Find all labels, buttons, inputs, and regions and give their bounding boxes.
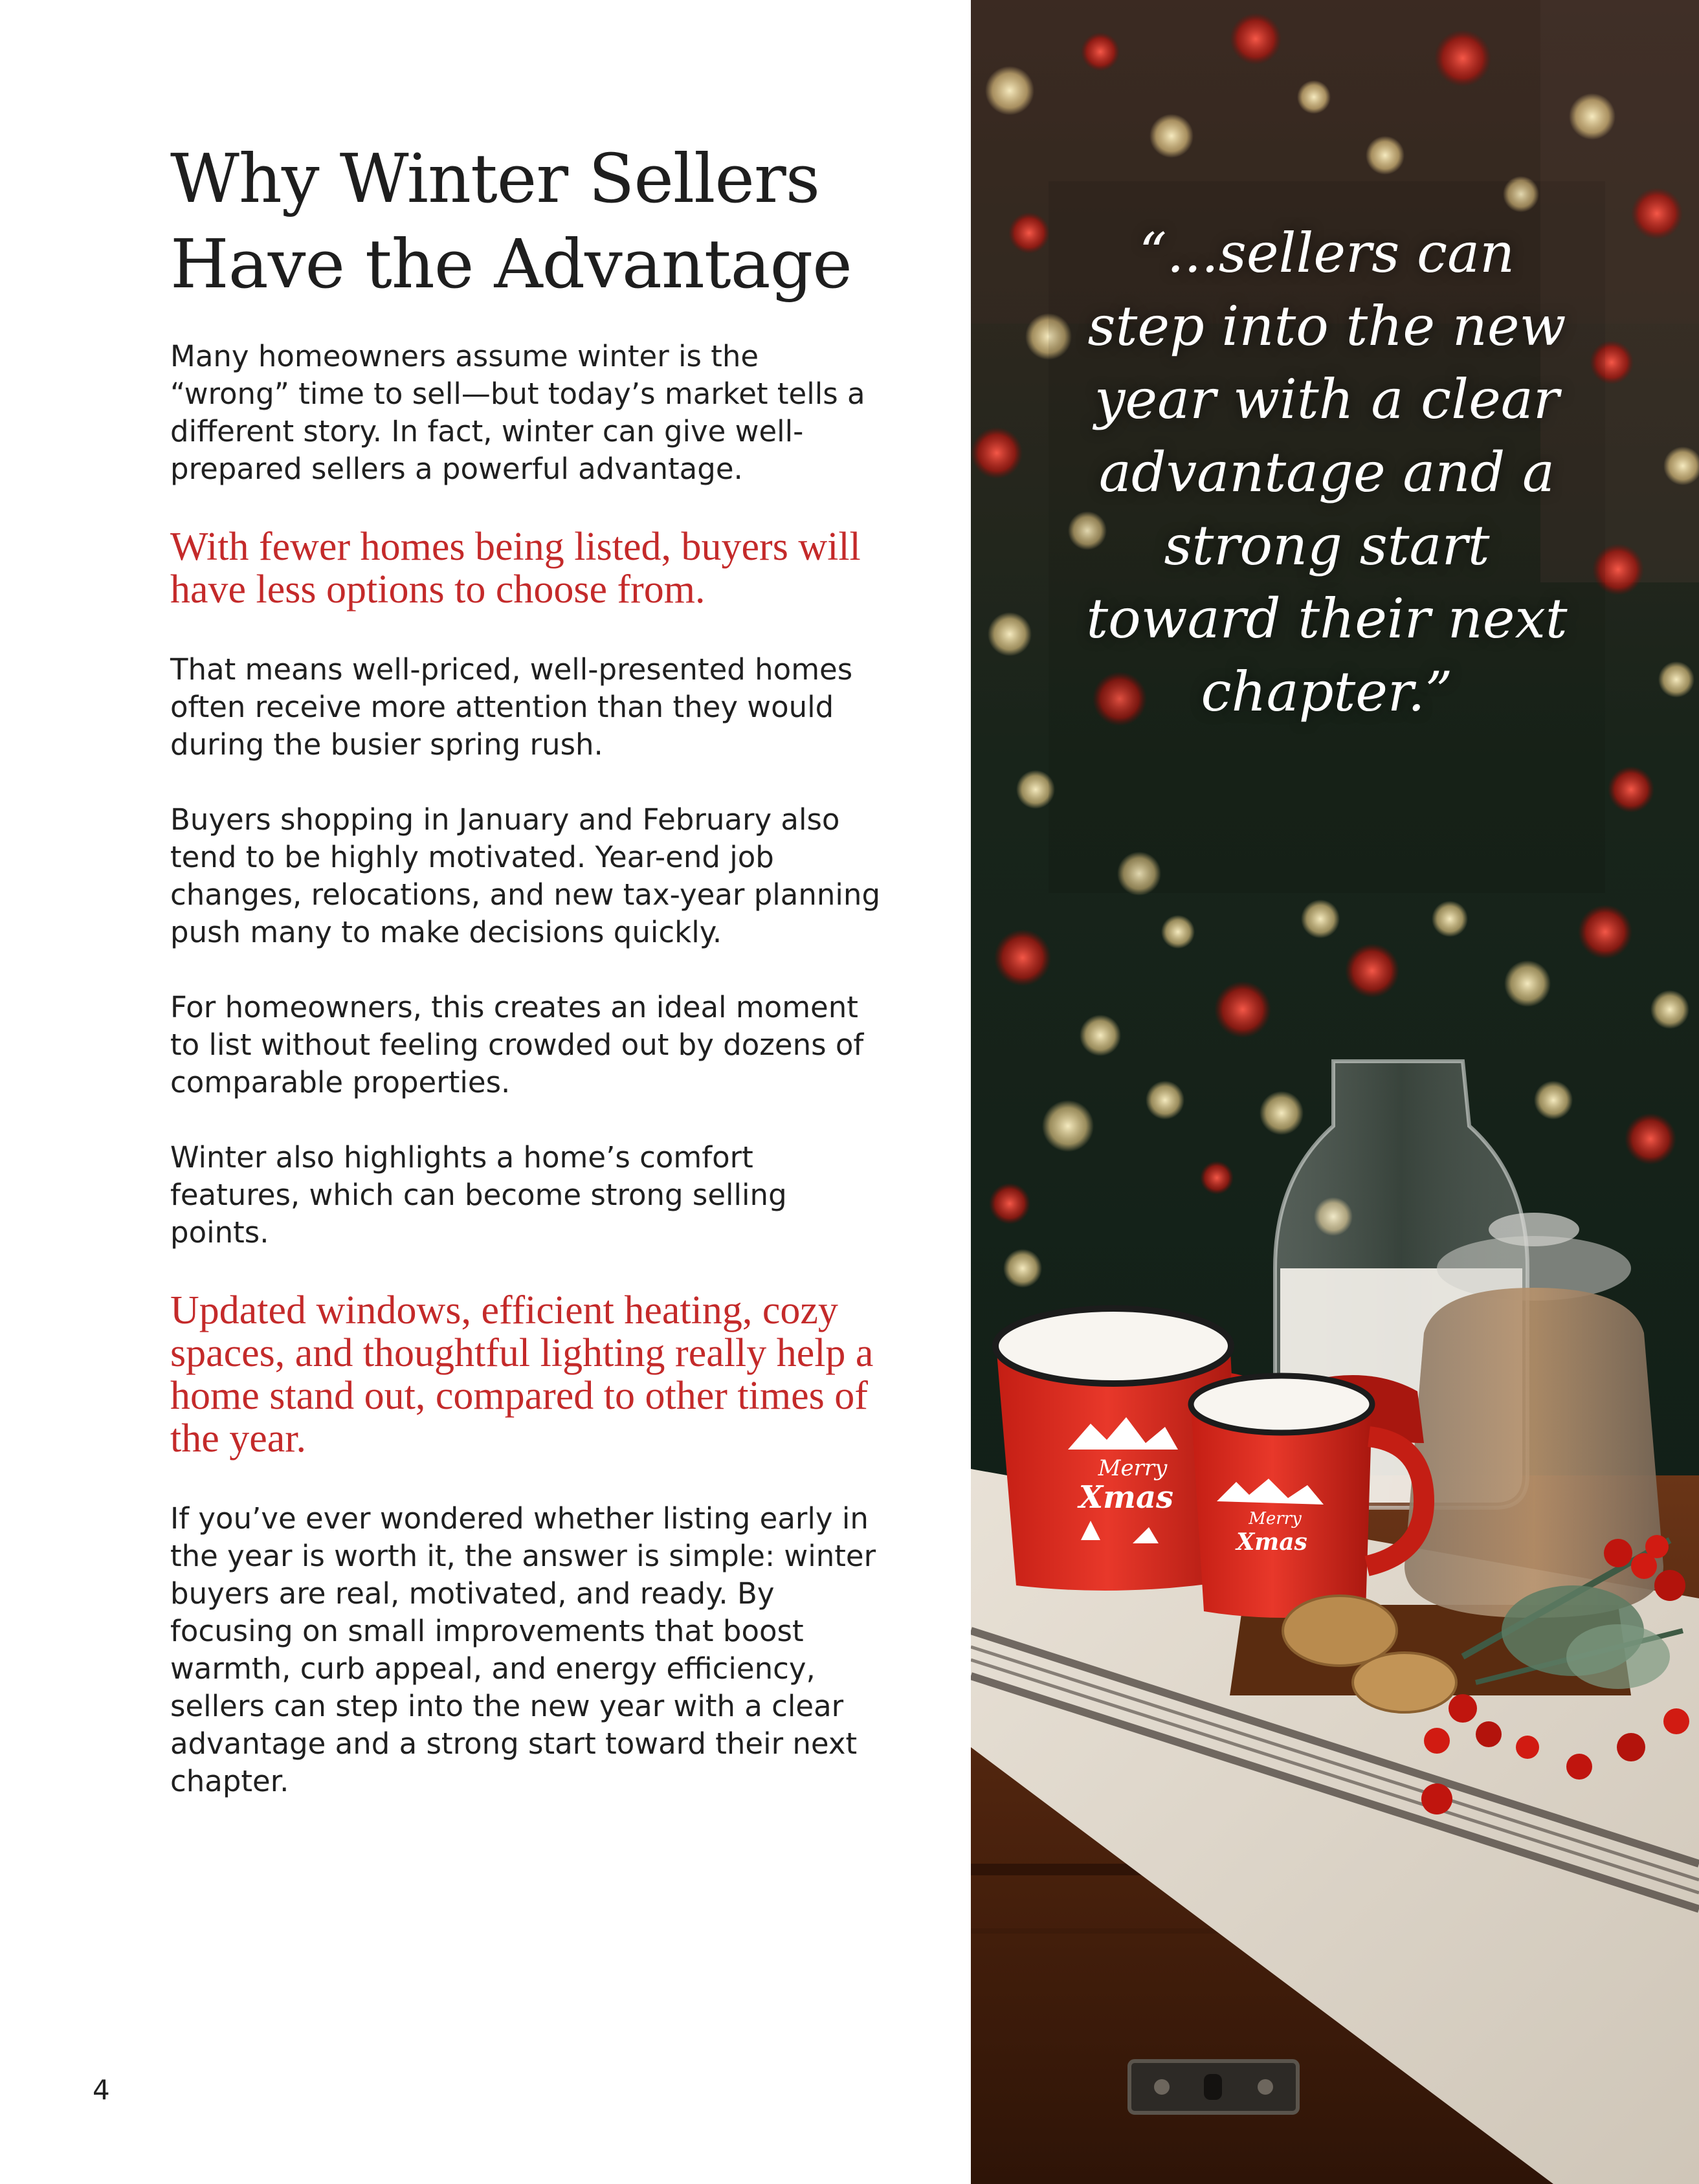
page-title: Why Winter Sellers Have the Advantage [170, 139, 852, 303]
side-pull-quote: “...sellers can step into the new year with a clear advantage and a strong start toward their next chapter.” [1086, 221, 1568, 723]
paragraph-ideal-moment: For homeowners, this creates an ideal moment to list without feeling crowded out by dozens of comparable properties. [170, 990, 864, 1099]
page-number: 4 [93, 2074, 110, 2106]
large-mug-text-1: Merry [1098, 1455, 1168, 1481]
holiday-photo [971, 0, 1699, 2184]
highlight-fewer-homes: With fewer homes being listed, buyers will have less options to choose from. [170, 525, 861, 612]
article-column [170, 136, 882, 1838]
drawer-handle [1129, 2061, 1298, 2113]
large-mug-text-2: Xmas [1078, 1479, 1174, 1516]
intro-paragraph: Many homeowners assume winter is the “wrong” time to sell—but today’s market tells a different story. In fact, winter can give well-prepared sellers a powerful advantage. [170, 339, 865, 486]
closing-paragraph: If you’ve ever wondered whether listing early in the year is worth it, the answer is simple: winter buyers are real, motivated, and ready. By focusing on small improvements that boost warmth, curb appeal, and energy efficiency, sellers can step into the new year with a clear advantage and a strong start toward their next chapter. [170, 1501, 876, 1798]
highlight-updated-windows: Updated windows, efficient heating, cozy spaces, and thoughtful lighting really help a home stand out, compared to other times of the year. [170, 1288, 874, 1461]
small-mug-text-1: Merry [1249, 1509, 1302, 1528]
paragraph-well-priced: That means well-priced, well-presented homes often receive more attention than they would during the busier spring rush. [170, 652, 853, 762]
paragraph-motivated-buyers: Buyers shopping in January and February also tend to be highly motivated. Year-end job changes, relocations, and new tax-year planning push many to make decisions quickly. [170, 802, 881, 949]
small-mug-text-2: Xmas [1236, 1528, 1307, 1556]
paragraph-comfort-features: Winter also highlights a home’s comfort features, which can become strong selling points. [170, 1140, 787, 1250]
